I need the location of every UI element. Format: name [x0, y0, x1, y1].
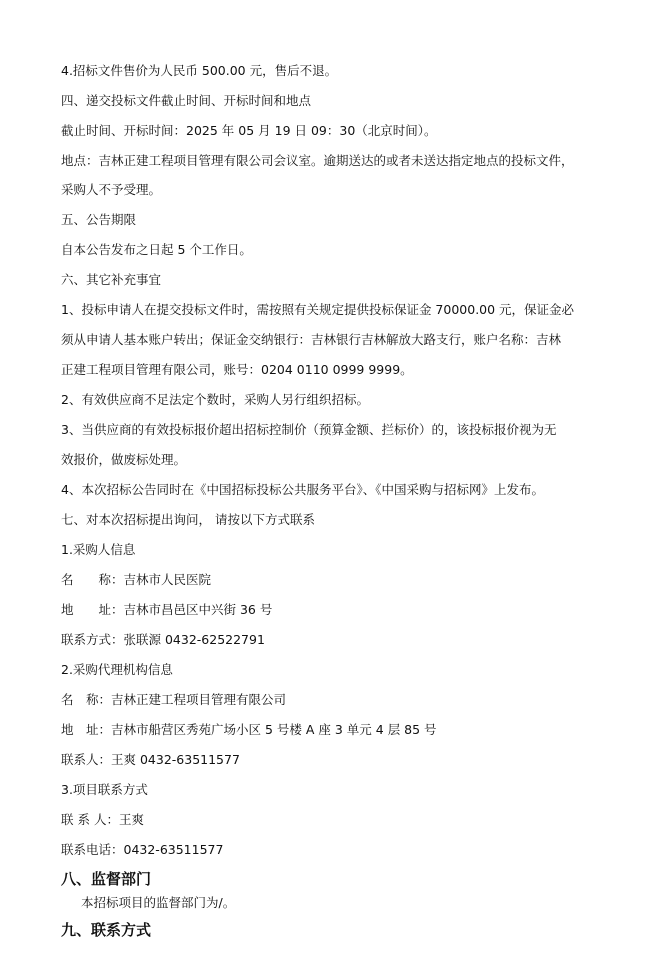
item-1-line-3: 正建工程项目管理有限公司，账号：0204 0110 0999 9999。: [61, 362, 413, 377]
purchaser-address: 地 址：吉林市昌邑区中兴街 36 号: [61, 602, 273, 617]
section-6-heading: 六、其它补充事宜: [61, 272, 162, 287]
project-contact-phone: 联系电话：0432-63511577: [61, 842, 224, 857]
item-2: 2、有效供应商不足法定个数时，采购人另行组织招标。: [61, 392, 369, 407]
purchaser-name: 名 称：吉林市人民医院: [61, 572, 212, 587]
location-text-line-2: 采购人不予受理。: [61, 182, 162, 197]
item-1-line-2: 须从申请人基本账户转出；保证金交纳银行：吉林银行吉林解放大路支行，账户名称：吉林: [61, 332, 562, 347]
purchaser-info-title: 1.采购人信息: [61, 542, 136, 557]
section-4-heading: 四、递交投标文件截止时间、开标时间和地点: [61, 93, 312, 108]
section-5-heading: 五、公告期限: [61, 212, 137, 227]
section-8-heading: 八、监督部门: [61, 870, 152, 888]
purchaser-contact: 联系方式：张联源 0432-62522791: [61, 632, 265, 647]
deadline-text: 截止时间、开标时间：2025 年 05 月 19 日 09：30（北京时间）。: [61, 123, 437, 138]
location-text-line-1: 地点：吉林正建工程项目管理有限公司会议室。逾期送达的或者未送达指定地点的投标文件，: [61, 153, 574, 168]
project-contact-person: 联 系 人：王爽: [61, 812, 144, 827]
section-7-heading: 七、对本次招标提出询问， 请按以下方式联系: [61, 512, 315, 527]
project-contact-title: 3.项目联系方式: [61, 782, 148, 797]
announcement-period-text: 自本公告发布之日起 5 个工作日。: [61, 242, 252, 257]
item-3-line-1: 3、当供应商的有效投标报价超出招标控制价（预算金额、拦标价）的，该投标报价视为无: [61, 422, 557, 437]
agency-contact: 联系人：王爽 0432-63511577: [61, 752, 240, 767]
supervision-text: 本招标项目的监督部门为/。: [81, 895, 236, 910]
section-9-heading: 九、联系方式: [61, 921, 152, 939]
item-3-line-2: 效报价，做废标处理。: [61, 452, 187, 467]
item-1-line-1: 1、投标申请人在提交投标文件时，需按照有关规定提供投标保证金 70000.00 元，保证金必: [61, 302, 575, 317]
agency-info-title: 2.采购代理机构信息: [61, 662, 173, 677]
sale-price-text: 4.招标文件售价为人民币 500.00 元，售后不退。: [61, 63, 338, 78]
item-4: 4、本次招标公告同时在《中国招标投标公共服务平台》、《中国采购与招标网》上发布。: [61, 482, 544, 497]
agency-address: 地 址：吉林市船营区秀苑广场小区 5 号楼 A 座 3 单元 4 层 85 号: [61, 722, 437, 737]
agency-name: 名 称：吉林正建工程项目管理有限公司: [61, 692, 287, 707]
